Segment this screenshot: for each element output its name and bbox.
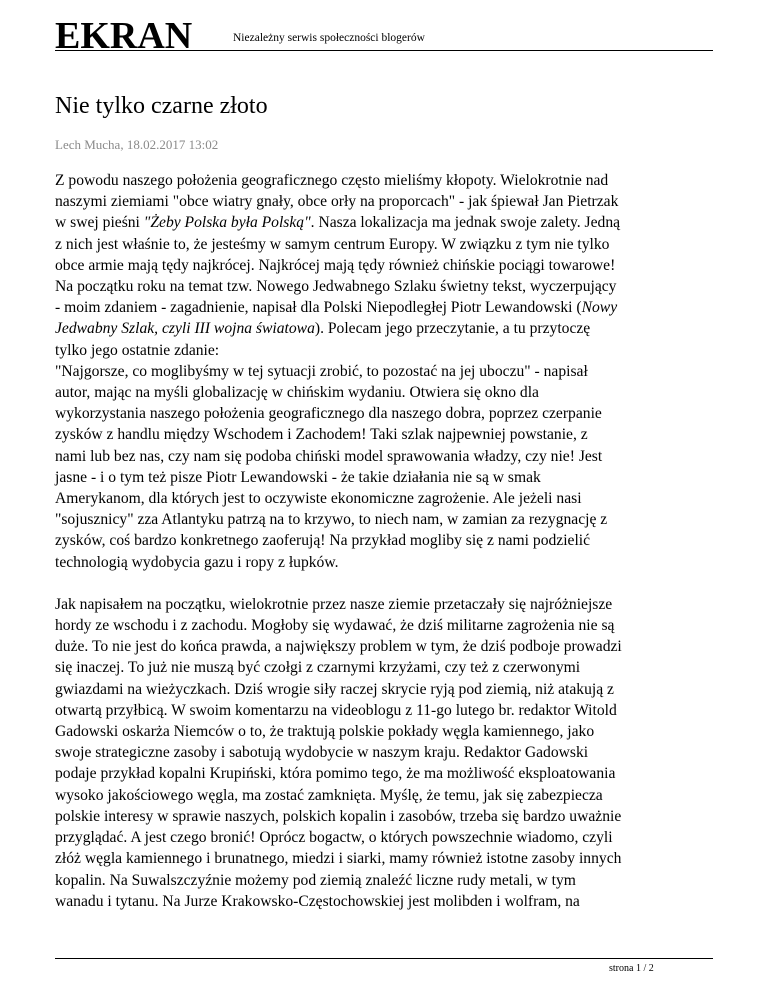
footer-divider: [55, 958, 713, 959]
text-line: Jak napisałem na początku, wielokrotnie przez nasze ziemie przetaczały się najróżniejsze: [55, 595, 613, 613]
logo-text: EKRAN: [55, 15, 193, 57]
text-line: duże. To nie jest do końca prawda, a największy problem w tym, że dziś podboje prowadzi: [55, 638, 622, 656]
text-line: jasne - i o tym też pisze Piotr Lewandowski - że takie działania nie są w smak: [55, 468, 541, 486]
article-paragraph-2: [55, 594, 715, 912]
text-line: hordy ze wschodu i z zachodu. Mogłoby się wydawać, że dziś militarne zagrożenia nie są: [55, 617, 615, 635]
text-line: obce armie mają tędy najkrócej. Najkrócej mają tędy również chińskie pociągi towarowe!: [55, 256, 616, 274]
article-paragraph-1: [55, 170, 715, 573]
text-line: - moim zdaniem - zagadnienie, napisał dla Polski Niepodległej Piotr Lewandowski (Nowy: [55, 299, 618, 317]
text-line: nami lub bez nas, czy nam się podoba chiński model sprawowania władzy, czy nie! Jest: [55, 447, 603, 465]
text-line: Gadowski oskarża Niemców o to, że traktują polskie pokłady węgla kamiennego, jako: [55, 723, 595, 741]
text-line: wykorzystania naszego położenia geograficznego dla naszego dobra, poprzez czerpanie: [55, 405, 602, 423]
text-line: przyglądać. A jest czego bronić! Oprócz bogactw, o których powszechnie wiadomo, czyli: [55, 829, 613, 847]
text-line: Jedwabny Szlak, czyli III wojna światowa). Polecam jego przeczytanie, a tu przytoczę: [55, 320, 591, 338]
text-line: otwartą przyłbicą. W swoim komentarzu na videoblogu z 11-go lutego br. redaktor Witold: [55, 701, 617, 719]
article-meta: Lech Mucha, 18.02.2017 13:02: [55, 137, 219, 152]
page-number: strona 1 / 2: [609, 963, 654, 974]
page-header: [55, 10, 713, 57]
text-line: "sojusznicy" zza Atlantyku patrzą na to krzywo, to niech nam, w zamian za rezygnację z: [55, 511, 608, 529]
text-line: Amerykanom, dla których jest to oczywiste ekonomiczne zagrożenie. Ale jeżeli nasi: [55, 490, 582, 508]
text-line: technologią wydobycia gazu i ropy z łupków.: [55, 553, 339, 571]
text-line: tylko jego ostatnie zdanie:: [55, 341, 220, 359]
text-line: z nich jest właśnie to, że jesteśmy w samym centrum Europy. W związku z tym nie tylko: [55, 235, 610, 253]
text-line: Na początku roku na temat tzw. Nowego Jedwabnego Szlaku świetny tekst, wyczerpujący: [55, 278, 617, 296]
text-line: podaje przykład kopalni Krupiński, która pomimo tego, że ma możliwość eksploatowania: [55, 765, 616, 783]
text-line: kopalin. Na Suwalszczyźnie możemy pod ziemią znaleźć liczne rudy metali, w tym: [55, 871, 576, 889]
site-tagline: Niezależny serwis społeczności blogerów: [233, 32, 425, 44]
text-line: swoje strategiczne zasoby i sabotują wydobycie w naszym kraju. Redaktor Gadowski: [55, 744, 589, 762]
text-line: naszymi ziemiami "obce wiatry gnały, obce orły na proporcach" - jak śpiewał Jan Pietrzak: [55, 193, 619, 211]
text-line: wysoko jakościowego węgla, ma zostać zamknięta. Myślę, że temu, jak się zabezpiecza: [55, 786, 603, 804]
text-line: wanadu i tytanu. Na Jurze Krakowsko-Częstochowskiej jest molibden i wolfram, na: [55, 892, 580, 910]
text-line: autor, mając na myśli globalizację w chińskim wydaniu. Otwiera się okno dla: [55, 384, 539, 402]
text-line: się inaczej. To już nie muszą być czołgi z czarnymi krzyżami, czy też z czerwonymi: [55, 659, 581, 677]
text-line: Z powodu naszego położenia geograficznego często mieliśmy kłopoty. Wielokrotnie nad: [55, 172, 609, 189]
text-line: zysków, coś bardzo konkretnego zaoferują! Na przykład mogliby się z nami podzielić: [55, 532, 591, 550]
text-line: gwiazdami na wieżyczkach. Dziś wrogie siły raczej skrycie ryją pod ziemią, niż atakują z: [55, 680, 614, 698]
article-body: [55, 170, 715, 933]
text-line: polskie interesy w sprawie naszych, polskich kopalin i zasobów, trzeba się bardzo uważnie: [55, 807, 622, 825]
article-title: Nie tylko czarne złoto: [55, 93, 268, 119]
text-line: zysków z handlu między Wschodem i Zachodem! Taki szlak najpewniej powstanie, z: [55, 426, 588, 444]
text-line: w swej pieśni "Żeby Polska była Polską". Nasza lokalizacja ma jednak swoje zalety. Jedną: [55, 214, 621, 232]
text-line: złóż węgla kamiennego i brunatnego, miedzi i siarki, mamy również istotne zasoby innych: [55, 850, 622, 868]
text-line: "Najgorsze, co moglibyśmy w tej sytuacji zrobić, to pozostać na jej uboczu" - napisał: [55, 362, 588, 380]
site-logo[interactable]: [55, 14, 193, 57]
